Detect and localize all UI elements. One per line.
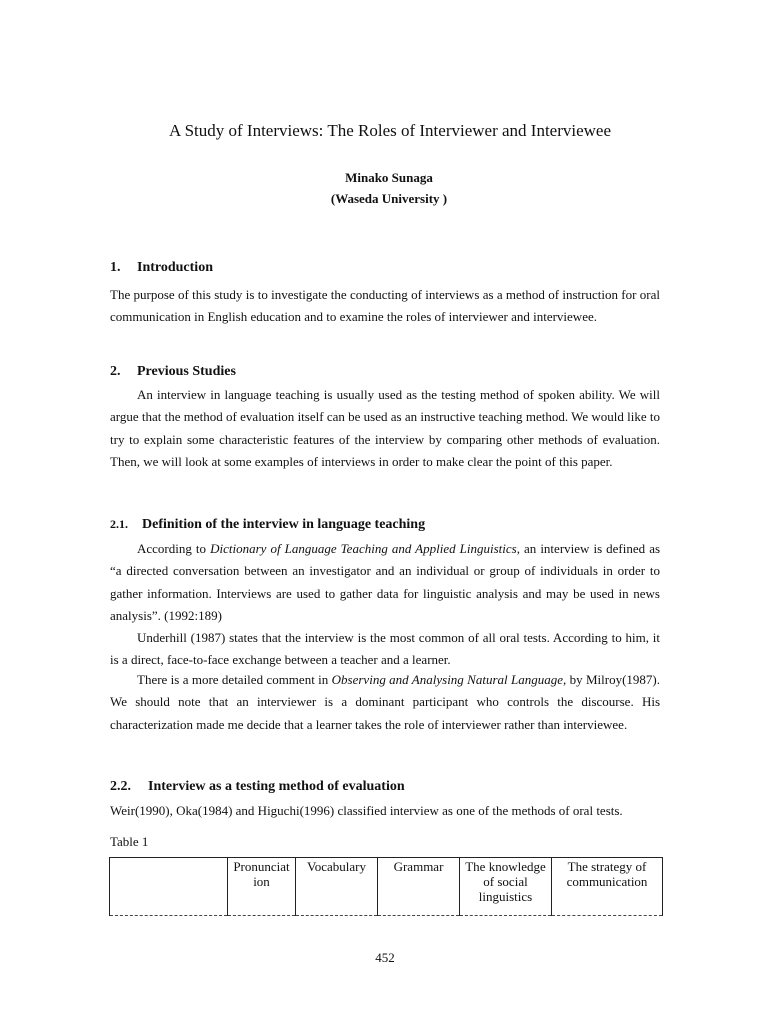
- paper-title: A Study of Interviews: The Roles of Interviewer and Interviewee: [168, 121, 612, 140]
- previous-studies-paragraph: An interview in language teaching is usually used as the testing method of spoken ability. We will argue that the method of evaluation itself can be used as an instructive teaching method. We would like to try to explain some characteristic features of the interview by comparing other methods of evaluation. Then, we will look at some examples of interviews in order to make clear the point of this paper.: [110, 387, 660, 469]
- subsection-title: Definition of the interview in language teaching: [142, 517, 426, 532]
- subsection-title: Interview as a testing method of evaluation: [148, 779, 405, 794]
- text-run: by Milroy(1987). We should note that an interviewer is a dominant participant who controls the discourse. His characterization made me decide that a learner takes the role of interviewer rather than interviewee.: [110, 672, 660, 732]
- text-run: There is a more detailed comment in: [137, 672, 332, 687]
- definition-paragraph-2: Underhill (1987) states that the interview is the most common of all oral tests. According to him, it is a direct, face-to-face exchange between a teacher and a learner.: [110, 630, 660, 668]
- section-heading-previous-studies: [110, 364, 236, 380]
- table-header-cell: Vocabulary: [296, 858, 378, 916]
- table-header-cell: The strategy of communication: [552, 858, 663, 916]
- table-header-cell: [110, 858, 228, 916]
- subsection-number: 2.1.: [110, 517, 128, 531]
- subsection-heading-testing-method: [110, 779, 405, 795]
- introduction-paragraph: The purpose of this study is to investigate the conducting of interviews as a method of instruction for oral communication in English education and to examine the roles of interviewer and interviewee.: [110, 287, 660, 325]
- text-run: , an interview is defined as “a directed conversation between an investigator and an individual or group of individuals in order to gather information. Interviews are used to gather data for linguistic analysis and may be used in news analysis”. (1992:189): [110, 541, 661, 623]
- page-number: 452: [375, 950, 395, 965]
- definition-paragraph-1: [110, 538, 660, 627]
- text-run: According to: [137, 541, 211, 556]
- table-1: [109, 857, 663, 916]
- table-header-cell: Pronunciat ion: [228, 858, 296, 916]
- author-affiliation: (Waseda University ): [330, 191, 448, 206]
- table-header-cell: Grammar: [378, 858, 460, 916]
- section-number: 1.: [110, 260, 121, 275]
- subsection-number: 2.2.: [110, 779, 131, 794]
- testing-method-paragraph: Weir(1990), Oka(1984) and Higuchi(1996) classified interview as one of the methods of oral tests.: [110, 803, 623, 818]
- table-label: Table 1: [110, 834, 149, 849]
- table-header-row: [110, 858, 663, 916]
- author-name: Minako Sunaga: [345, 170, 433, 185]
- section-heading-introduction: [110, 260, 213, 276]
- definition-paragraph-3: [110, 669, 660, 736]
- table-header-cell: The knowledge of social linguistics: [460, 858, 552, 916]
- subsection-heading-definition: [110, 517, 425, 533]
- book-title-italic: Dictionary of Language Teaching and Applied Linguistics: [210, 541, 517, 556]
- section-title: Introduction: [137, 260, 213, 275]
- section-number: 2.: [110, 364, 121, 379]
- book-title-italic: Observing and Analysing Natural Language,: [331, 672, 567, 687]
- section-title: Previous Studies: [137, 364, 236, 379]
